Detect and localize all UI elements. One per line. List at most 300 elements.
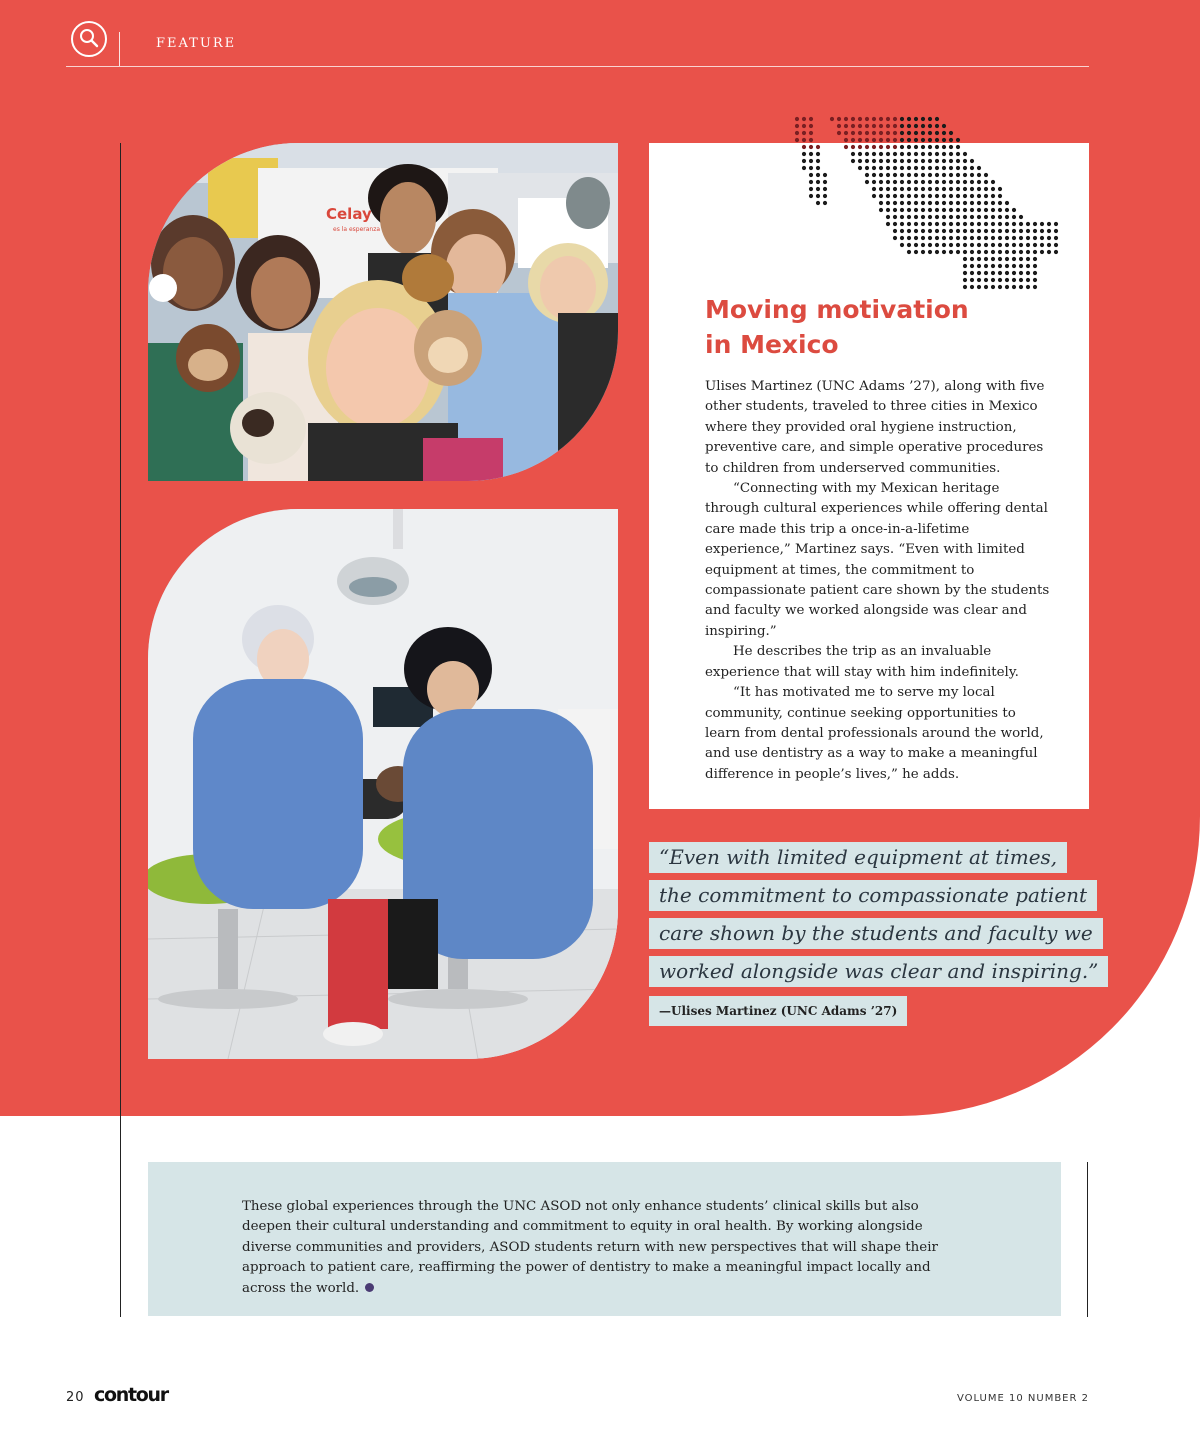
map-dot (921, 208, 925, 212)
map-dot (942, 229, 946, 233)
map-dot (921, 152, 925, 156)
map-dot (893, 208, 897, 212)
map-dot (977, 201, 981, 205)
map-dot (837, 117, 841, 121)
map-dot (984, 173, 988, 177)
mexico-dot-map (786, 108, 1076, 298)
map-dot (928, 236, 932, 240)
map-dot (991, 278, 995, 282)
map-dot (1026, 278, 1030, 282)
map-dot (893, 201, 897, 205)
map-dot (970, 194, 974, 198)
map-dot (1019, 243, 1023, 247)
map-dot (977, 243, 981, 247)
map-dot (956, 208, 960, 212)
map-dot (949, 250, 953, 254)
map-dot (991, 285, 995, 289)
map-dot (956, 194, 960, 198)
map-dot (907, 166, 911, 170)
map-dot (872, 173, 876, 177)
map-dot (942, 159, 946, 163)
map-dot (921, 250, 925, 254)
map-dot (928, 180, 932, 184)
map-dot (858, 138, 862, 142)
map-dot (970, 243, 974, 247)
map-dot (1026, 229, 1030, 233)
map-dot (795, 138, 799, 142)
map-dot (998, 278, 1002, 282)
map-dot (991, 250, 995, 254)
map-dot (1012, 264, 1016, 268)
left-margin-rule (120, 143, 121, 1317)
map-dot (886, 131, 890, 135)
map-dot (928, 117, 932, 121)
map-dot (914, 117, 918, 121)
map-dot (823, 194, 827, 198)
map-dot (816, 180, 820, 184)
map-dot (914, 187, 918, 191)
map-dot (886, 201, 890, 205)
map-dot (991, 271, 995, 275)
map-dot (935, 236, 939, 240)
map-dot (1026, 243, 1030, 247)
map-dot (893, 124, 897, 128)
map-dot (984, 208, 988, 212)
map-dot (900, 138, 904, 142)
map-dot (963, 264, 967, 268)
map-dot (935, 166, 939, 170)
map-dot (991, 257, 995, 261)
map-dot (935, 124, 939, 128)
map-dot (844, 138, 848, 142)
map-dot (991, 208, 995, 212)
map-dot (963, 201, 967, 205)
map-dot (886, 180, 890, 184)
map-dot (998, 250, 1002, 254)
map-dot (907, 159, 911, 163)
map-dot (900, 222, 904, 226)
map-dot (886, 222, 890, 226)
map-dot (802, 152, 806, 156)
map-dot (998, 243, 1002, 247)
map-dot (879, 138, 883, 142)
map-dot (886, 159, 890, 163)
map-dot (886, 145, 890, 149)
map-dot (802, 145, 806, 149)
map-dot (823, 173, 827, 177)
map-dot (949, 145, 953, 149)
article-paragraph: He describes the trip as an invaluable experience that will stay with him indefinitely. (705, 644, 1019, 680)
map-dot (970, 250, 974, 254)
map-dot (956, 180, 960, 184)
map-dot (942, 243, 946, 247)
section-label: FEATURE (156, 36, 237, 51)
map-dot (942, 215, 946, 219)
map-dot (984, 243, 988, 247)
map-dot (1026, 285, 1030, 289)
map-dot (809, 173, 813, 177)
map-dot (907, 145, 911, 149)
map-dot (928, 215, 932, 219)
map-dot (907, 152, 911, 156)
map-dot (956, 138, 960, 142)
map-dot (963, 208, 967, 212)
map-dot (991, 236, 995, 240)
map-dot (1054, 243, 1058, 247)
pull-quote-line: worked alongside was clear and inspiring.” (649, 956, 1108, 987)
map-dot (977, 194, 981, 198)
map-dot (977, 264, 981, 268)
map-dot (900, 215, 904, 219)
map-dot (858, 166, 862, 170)
map-dot (949, 201, 953, 205)
map-dot (963, 159, 967, 163)
map-dot (893, 180, 897, 184)
map-dot (1005, 215, 1009, 219)
map-dot (998, 194, 1002, 198)
map-dot (1005, 250, 1009, 254)
map-dot (991, 243, 995, 247)
map-dot (963, 236, 967, 240)
pull-quote-line: “Even with limited equipment at times, (649, 842, 1067, 873)
map-dot (928, 138, 932, 142)
map-dot (865, 152, 869, 156)
title-line-2: in Mexico (705, 330, 839, 359)
map-dot (1040, 250, 1044, 254)
map-dot (963, 250, 967, 254)
map-dot (1019, 278, 1023, 282)
map-dot (886, 194, 890, 198)
map-dot (1019, 285, 1023, 289)
map-dot (879, 145, 883, 149)
map-dot (935, 117, 939, 121)
map-dot (879, 208, 883, 212)
closing-paragraph (242, 1197, 972, 1299)
map-dot (984, 285, 988, 289)
map-dot (858, 124, 862, 128)
map-dot (907, 131, 911, 135)
map-dot (963, 166, 967, 170)
map-dot (1047, 243, 1051, 247)
map-dot (809, 138, 813, 142)
map-dot (865, 166, 869, 170)
map-dot (865, 117, 869, 121)
map-dot (921, 138, 925, 142)
map-dot (1005, 222, 1009, 226)
map-dot (935, 250, 939, 254)
map-dot (886, 117, 890, 121)
map-dot (1012, 278, 1016, 282)
map-dot (1012, 243, 1016, 247)
map-dot (900, 166, 904, 170)
map-dot (949, 173, 953, 177)
map-dot (914, 215, 918, 219)
map-dot (928, 243, 932, 247)
map-dot (956, 222, 960, 226)
map-dot (949, 159, 953, 163)
map-dot (970, 222, 974, 226)
map-dot (991, 187, 995, 191)
map-dot (879, 201, 883, 205)
map-dot (998, 236, 1002, 240)
map-dot (942, 124, 946, 128)
map-dot (942, 180, 946, 184)
map-dot (893, 222, 897, 226)
map-dot (921, 236, 925, 240)
map-dot (1026, 257, 1030, 261)
map-dot (1033, 243, 1037, 247)
map-dot (921, 222, 925, 226)
map-dot (984, 222, 988, 226)
map-dot (921, 131, 925, 135)
map-dot (893, 173, 897, 177)
map-dot (1033, 285, 1037, 289)
map-dot (802, 159, 806, 163)
map-dot (970, 187, 974, 191)
map-dot (991, 215, 995, 219)
map-dot (802, 117, 806, 121)
dental-clinic-photo (148, 509, 618, 1059)
map-dot (914, 243, 918, 247)
map-dot (991, 264, 995, 268)
map-dot (914, 194, 918, 198)
pull-quote-attribution: —Ulises Martinez (UNC Adams ’27) (649, 996, 907, 1026)
map-dot (991, 194, 995, 198)
map-dot (872, 145, 876, 149)
map-dot (1012, 250, 1016, 254)
map-dot (823, 187, 827, 191)
map-dot (823, 201, 827, 205)
map-dot (977, 236, 981, 240)
banner-subtext: es la esperanza (333, 226, 381, 233)
map-dot (893, 166, 897, 170)
map-dot (1033, 222, 1037, 226)
banner-text: Celay (326, 205, 372, 223)
map-dot (970, 173, 974, 177)
map-dot (900, 194, 904, 198)
map-dot (928, 194, 932, 198)
map-dot (977, 180, 981, 184)
map-dot (949, 152, 953, 156)
map-dot (1033, 264, 1037, 268)
map-dot (1054, 236, 1058, 240)
map-dot (809, 159, 813, 163)
map-dot (816, 152, 820, 156)
map-dot (893, 159, 897, 163)
map-dot (991, 180, 995, 184)
header-divider (119, 32, 120, 66)
map-dot (963, 152, 967, 156)
map-dot (907, 215, 911, 219)
map-dot (984, 257, 988, 261)
group-selfie-photo (148, 143, 618, 481)
map-dot (921, 117, 925, 121)
map-dot (1019, 236, 1023, 240)
map-dot (879, 152, 883, 156)
map-dot (1019, 222, 1023, 226)
map-dot (977, 215, 981, 219)
map-dot (1033, 229, 1037, 233)
map-dot (998, 229, 1002, 233)
map-dot (879, 194, 883, 198)
map-dot (1026, 236, 1030, 240)
map-dot (921, 201, 925, 205)
map-dot (872, 187, 876, 191)
map-dot (942, 166, 946, 170)
map-dot (942, 145, 946, 149)
page-number: 20 (66, 1390, 85, 1405)
map-dot (998, 208, 1002, 212)
map-dot (1040, 229, 1044, 233)
map-dot (893, 117, 897, 121)
map-dot (879, 180, 883, 184)
map-dot (1047, 229, 1051, 233)
map-dot (963, 243, 967, 247)
map-dot (949, 236, 953, 240)
map-dot (970, 285, 974, 289)
map-dot (879, 124, 883, 128)
map-dot (914, 173, 918, 177)
map-dot (886, 138, 890, 142)
map-dot (914, 180, 918, 184)
map-dot (977, 222, 981, 226)
map-dot (1054, 229, 1058, 233)
closing-text: These global experiences through the UNC ASOD not only enhance students’ clinical skills but also deepen their cultural understanding and commitment to equity in oral health. By working alongside diverse communities and providers, ASOD students return with new perspectives that will shape their approach to patient care, reaffirming the power of dentistry to make a meaningful impact locally and across the world. (242, 1199, 938, 1296)
map-dot (1012, 222, 1016, 226)
map-dot (942, 236, 946, 240)
map-dot (893, 138, 897, 142)
map-dot (1033, 236, 1037, 240)
map-dot (802, 138, 806, 142)
map-dot (907, 236, 911, 240)
map-dot (914, 138, 918, 142)
map-dot (1033, 257, 1037, 261)
end-mark-icon (365, 1283, 374, 1292)
map-dot (928, 173, 932, 177)
map-dot (977, 278, 981, 282)
map-dot (893, 145, 897, 149)
map-dot (844, 124, 848, 128)
map-dot (942, 208, 946, 212)
map-dot (858, 117, 862, 121)
map-dot (935, 145, 939, 149)
map-dot (963, 278, 967, 282)
map-dot (949, 138, 953, 142)
map-dot (907, 201, 911, 205)
map-dot (900, 243, 904, 247)
map-dot (928, 250, 932, 254)
map-dot (858, 159, 862, 163)
map-dot (837, 131, 841, 135)
map-dot (921, 187, 925, 191)
map-dot (998, 271, 1002, 275)
map-dot (1012, 236, 1016, 240)
map-dot (984, 264, 988, 268)
map-dot (844, 131, 848, 135)
map-dot (879, 159, 883, 163)
map-dot (949, 229, 953, 233)
map-dot (963, 215, 967, 219)
map-dot (942, 173, 946, 177)
pull-quote-line: the commitment to compassionate patient (649, 880, 1097, 911)
map-dot (942, 194, 946, 198)
article-paragraph: “Connecting with my Mexican heritage through cultural experiences while offering dental care made this trip a once-in-a-lifetime experience,” Martinez says. “Even with limited equipment at times, the commitment to compassionate patient care shown by the students and faculty we worked alongside was clear and inspiring.” (705, 481, 1050, 639)
map-dot (1047, 222, 1051, 226)
map-dot (1005, 257, 1009, 261)
map-dot (984, 215, 988, 219)
map-dot (1026, 250, 1030, 254)
map-dot (1026, 222, 1030, 226)
map-dot (914, 236, 918, 240)
map-dot (851, 131, 855, 135)
map-dot (872, 124, 876, 128)
map-dot (928, 208, 932, 212)
map-dot (1005, 236, 1009, 240)
map-dot (914, 152, 918, 156)
map-dot (977, 187, 981, 191)
map-dot (949, 215, 953, 219)
map-dot (851, 124, 855, 128)
map-dot (970, 166, 974, 170)
map-dot (872, 131, 876, 135)
map-dot (949, 166, 953, 170)
map-dot (802, 166, 806, 170)
search-icon[interactable] (71, 21, 107, 57)
map-dot (802, 124, 806, 128)
map-dot (809, 124, 813, 128)
map-dot (921, 229, 925, 233)
map-dot (928, 159, 932, 163)
map-dot (942, 222, 946, 226)
map-dot (914, 145, 918, 149)
map-dot (991, 222, 995, 226)
map-dot (879, 166, 883, 170)
map-dot (935, 208, 939, 212)
magazine-logo: contour (94, 1384, 168, 1406)
map-dot (935, 229, 939, 233)
map-dot (851, 138, 855, 142)
map-dot (935, 222, 939, 226)
map-dot (998, 187, 1002, 191)
map-dot (809, 152, 813, 156)
map-dot (970, 278, 974, 282)
map-dot (956, 152, 960, 156)
map-dot (949, 194, 953, 198)
map-dot (942, 250, 946, 254)
map-dot (1033, 271, 1037, 275)
map-dot (963, 187, 967, 191)
map-dot (907, 229, 911, 233)
map-dot (984, 229, 988, 233)
map-dot (914, 124, 918, 128)
map-dot (921, 194, 925, 198)
map-dot (900, 145, 904, 149)
map-dot (935, 180, 939, 184)
map-dot (900, 201, 904, 205)
map-dot (900, 208, 904, 212)
map-dot (809, 180, 813, 184)
map-dot (984, 180, 988, 184)
map-dot (1012, 229, 1016, 233)
map-dot (956, 166, 960, 170)
map-dot (1026, 264, 1030, 268)
map-dot (970, 159, 974, 163)
map-dot (816, 173, 820, 177)
map-dot (956, 187, 960, 191)
map-dot (998, 264, 1002, 268)
map-dot (970, 257, 974, 261)
map-dot (1019, 229, 1023, 233)
